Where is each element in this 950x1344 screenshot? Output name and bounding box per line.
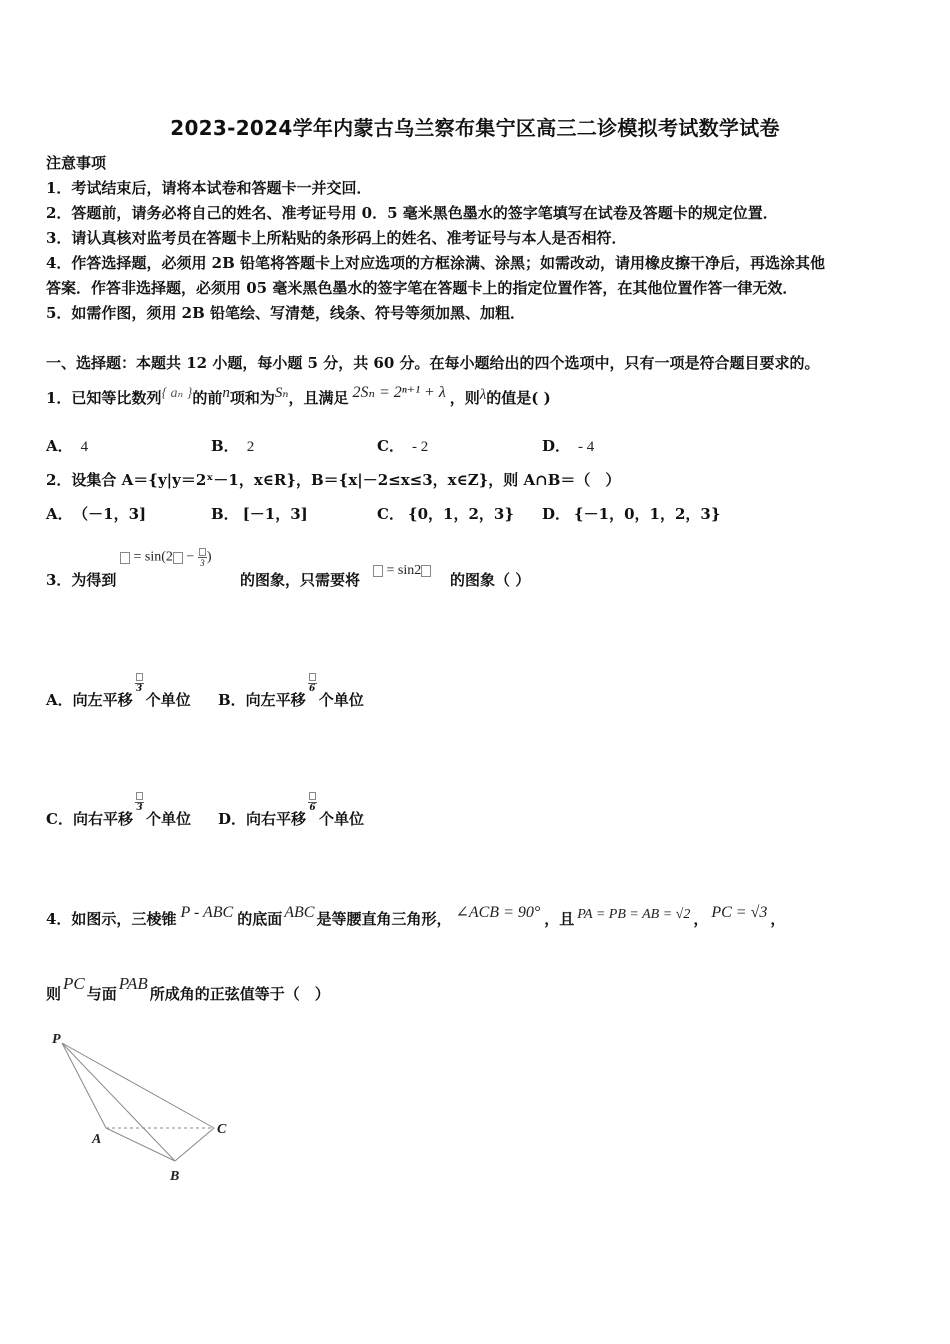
q3-option-c-fraction: 3 [135, 792, 144, 813]
q2-option-b[interactable]: B． [－1，3] [211, 505, 308, 523]
question-1 [46, 384, 551, 408]
q4-pab: PAB [118, 974, 148, 993]
q4-pc-2: PC [63, 974, 85, 993]
label-b: B [170, 1169, 180, 1184]
q3-mid: 的图象，只需要将 [240, 571, 361, 589]
pi-glyph-icon [136, 792, 143, 800]
q4-angle: ∠ACB = 90° [455, 904, 541, 921]
q3-option-a[interactable]: A．向左平移 3 个单位 [46, 689, 191, 712]
q4-lengths: PA = PB = AB = √2 [577, 907, 691, 922]
q3-formula-1: = sin(2 − 3 ) [120, 547, 211, 568]
q1-mid3: ，且满足 [288, 389, 349, 407]
q4-pc: PC = √3 [711, 904, 768, 921]
q3-option-a-fraction: 3 [135, 673, 144, 694]
q3-fraction-pi-3: 3 [198, 547, 207, 568]
q4-mid2: 是等腰直角三角形， [316, 910, 452, 928]
q3-suffix: 的图象（ ） [450, 571, 531, 589]
q3-option-c[interactable]: C．向右平移 3 个单位 [46, 808, 191, 831]
question-4 [46, 904, 786, 929]
section-heading: 一、选择题：本题共 12 小题，每小题 5 分，共 60 分。在每小题给出的四个选项中，只有一项是符合题目要求的。 [46, 354, 820, 372]
placeholder-glyph-icon [173, 552, 183, 564]
q1-mid4: ，则 [449, 389, 480, 407]
label-p: P [52, 1032, 61, 1047]
q4-base: ABC [284, 904, 315, 921]
notice-item-1: 1．考试结束后，请将本试卷和答题卡一并交回． [46, 179, 372, 197]
q3-option-d-fraction: 6 [308, 792, 317, 813]
q1-prefix: 1．已知等比数列 [46, 389, 162, 407]
notice-item-5: 5．如需作图，须用 2B 铅笔绘、写清楚，线条、符号等须加黑、加粗． [46, 304, 525, 322]
q4-pyramid: P - ABC [180, 904, 234, 921]
q1-seq: { aₙ } [161, 386, 193, 401]
pi-glyph-icon [309, 673, 316, 681]
q1-option-d[interactable]: D． - 4 [542, 437, 595, 455]
q1-sn: Sₙ [274, 385, 289, 401]
notice-item-4-cont: 答案．作答非选择题，必须用 05 毫米黑色墨水的签字笔在答题卡上的指定位置作答，在其他位置作答一律无效． [46, 279, 798, 297]
q3-prefix: 3．为得到 [46, 571, 117, 589]
placeholder-glyph-icon [421, 565, 431, 577]
q4-mid3: ，且 [544, 910, 575, 928]
question-2: 2．设集合 A＝{y|y＝2ˣ－1，x∈R}，B＝{x|－2≤x≤3，x∈Z}，则 A∩B＝（ ） [46, 471, 621, 489]
q3-option-b[interactable]: B．向左平移 6 个单位 [218, 689, 364, 712]
pi-glyph-icon [199, 548, 206, 556]
q1-mid2: 项和为 [229, 389, 275, 407]
notice-heading: 注意事项 [46, 154, 107, 172]
q1-option-b[interactable]: B． 2 [211, 437, 255, 455]
q1-suffix: 的值是( ) [486, 389, 551, 407]
question-4-line-2: 则PC与面PAB所成角的正弦值等于（ ） [46, 974, 330, 1003]
notice-item-4: 4．作答选择题，必须用 2B 铅笔将答题卡上对应选项的方框涂满、涂黑；如需改动，请用橡皮擦干净后，再选涂其他 [46, 254, 826, 272]
q1-option-c[interactable]: C． - 2 [377, 437, 429, 455]
q4-pyramid-figure [40, 1025, 240, 1190]
placeholder-glyph-icon [373, 565, 383, 577]
q2-option-d[interactable]: D． {－1，0，1，2，3} [542, 505, 721, 523]
q4-comma2: ， [770, 910, 786, 928]
page-title: 2023-2024学年内蒙古乌兰察布集宁区高三二诊模拟考试数学试卷 [170, 116, 780, 140]
label-c: C [217, 1122, 227, 1137]
notice-item-3: 3．请认真核对监考员在答题卡上所粘贴的条形码上的姓名、准考证号与本人是否相符． [46, 229, 627, 247]
q1-option-a[interactable]: A． 4 [46, 437, 89, 455]
q3-option-b-fraction: 6 [308, 673, 317, 694]
pi-glyph-icon [309, 792, 316, 800]
edge-pb [62, 1043, 175, 1161]
q4-comma1: ， [693, 910, 709, 928]
pi-glyph-icon [136, 673, 143, 681]
placeholder-glyph-icon [120, 552, 130, 564]
q2-option-a[interactable]: A． （－1，3] [46, 505, 147, 523]
q1-n: n [222, 385, 230, 401]
q2-option-c[interactable]: C． {0，1，2，3} [377, 505, 514, 523]
q3-option-d[interactable]: D．向右平移 6 个单位 [218, 808, 364, 831]
q1-lambda: λ [479, 387, 487, 403]
q1-mid1: 的前 [192, 389, 223, 407]
label-a: A [92, 1132, 102, 1147]
q3-formula-2: = sin2 [373, 563, 431, 579]
edge-pc [62, 1043, 214, 1128]
notice-item-2: 2．答题前，请务必将自己的姓名、准考证号用 0．5 毫米黑色墨水的签字笔填写在试卷及答题卡的规定位置． [46, 204, 778, 222]
edge-ab [106, 1128, 175, 1161]
q4-prefix: 4．如图示，三棱锥 [46, 910, 177, 928]
q1-equation: 2Sₙ = 2ⁿ⁺¹ + λ [352, 384, 446, 401]
q4-mid1: 的底面 [237, 910, 283, 928]
edge-bc [175, 1128, 214, 1161]
